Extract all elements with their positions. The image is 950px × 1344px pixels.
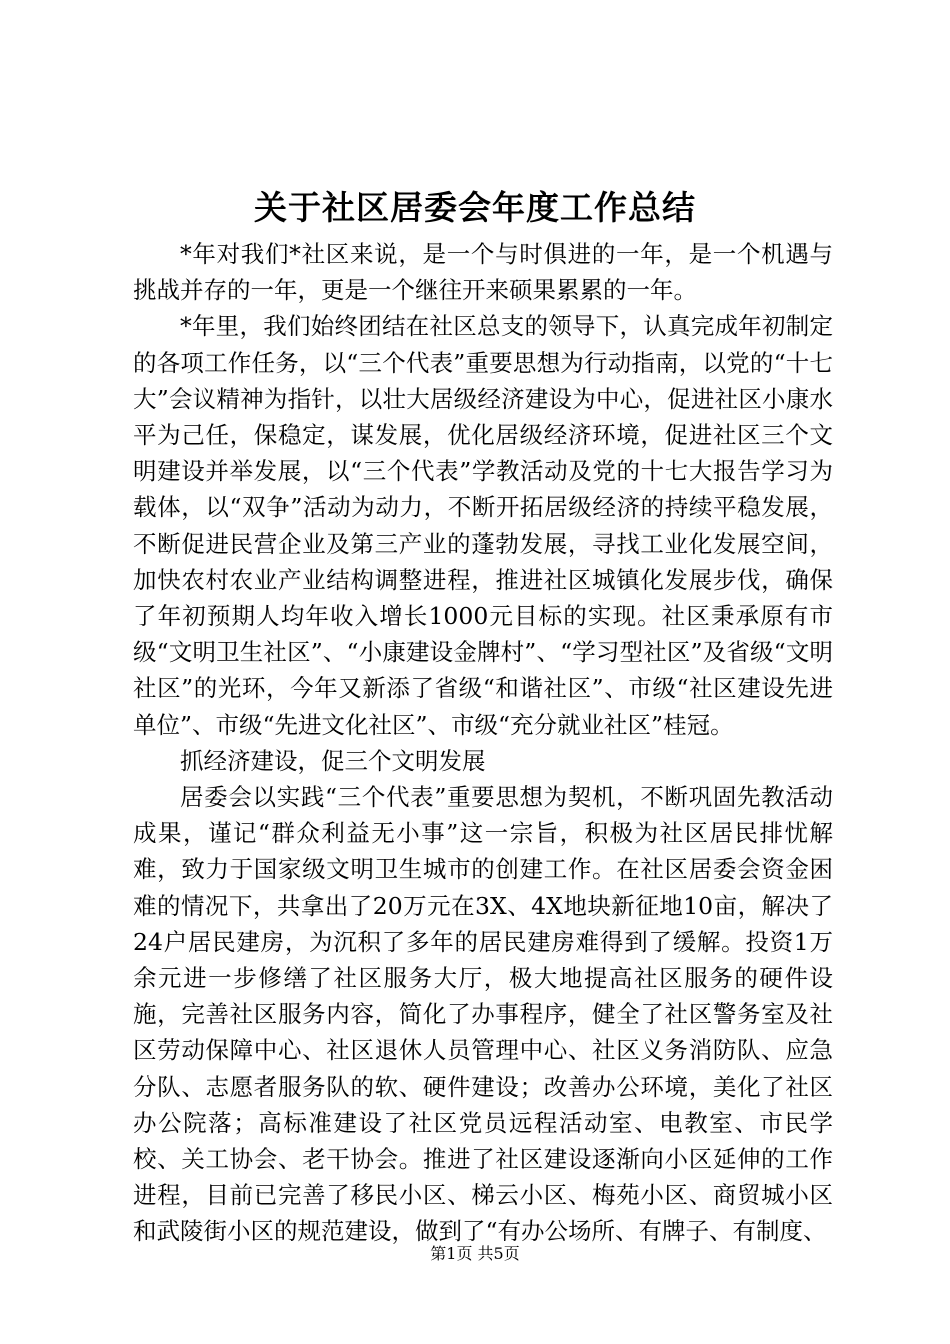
document-title: 关于社区居委会年度工作总结 bbox=[254, 188, 696, 227]
section-heading: 抓经济建设，促三个文明发展 bbox=[180, 746, 486, 775]
paragraph-intro: *年对我们*社区来说，是一个与时俱进的一年，是一个机遇与挑战并存的一年，更是一个继往开来硕果累累的一年。 bbox=[133, 240, 833, 305]
paragraph-construction: 居委会以实践“三个代表”重要思想为契机，不断巩固先教活动成果，谨记“群众利益无小事”这一宗旨，积极为社区居民排忧解难，致力于国家级文明卫生城市的创建工作。在社区居委会资金困难的情况下，共拿出了20万元在3X、4X地块新征地10亩，解决了24户居民建房，为沉积了多年的居民建房难得到了缓解。投资1万余元进一步修缮了社区服务大厅，极大地提高社区服务的硬件设施，完善社区服务内容，简化了办事程序，健全了社区警务室及社区劳动保障中心、社区退休人员管理中心、社区义务消防队、应急分队、志愿者服务队的软、硬件建设；改善办公环境，美化了社区办公院落；高标准建设了社区党员远程活动室、电教室、市民学校、关工协会、老干协会。推进了社区建设逐渐向小区延伸的工作进程，目前已完善了移民小区、梯云小区、梅苑小区、商贸城小区和武陵街小区的规范建设，做到了“有办公场所、有牌子、有制度、 bbox=[133, 783, 833, 1246]
page-footer: 第1页 共5页 bbox=[430, 1244, 520, 1263]
paragraph-achievements: *年里，我们始终团结在社区总支的领导下，认真完成年初制定的各项工作任务，以“三个代表”重要思想为行动指南，以党的“十七大”会议精神为指针，以壮大居级经济建设为中心，促进社区小康水平为己任，保稳定，谋发展，优化居级经济环境，促进社区三个文明建设并举发展，以“三个代表”学教活动及党的十七大报告学习为载体，以“双争”活动为动力，不断开拓居级经济的持续平稳发展，不断促进民营企业及第三产业的蓬勃发展，寻找工业化发展空间，加快农村农业产业结构调整进程，推进社区城镇化发展步伐，确保了年初预期人均年收入增长1000元目标的实现。社区秉承原有市级“文明卫生社区”、“小康建设金牌村”、“学习型社区”及省级“文明社区”的光环，今年又新添了省级“和谐社区”、市级“社区建设先进单位”、市级“先进文化社区”、市级“充分就业社区”桂冠。 bbox=[133, 312, 833, 739]
document-body bbox=[133, 236, 833, 1250]
